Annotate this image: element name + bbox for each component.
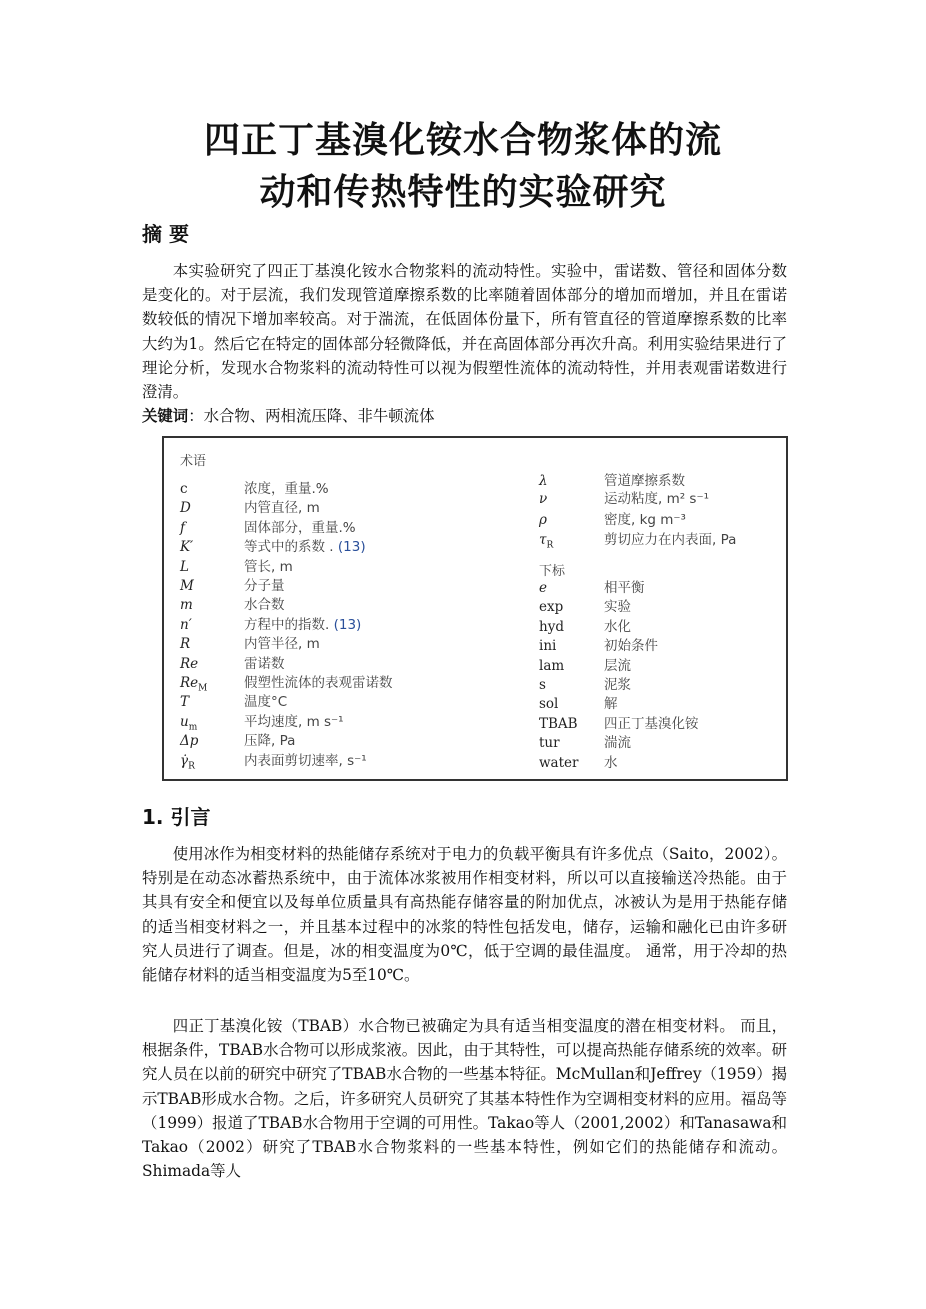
subscript-item-description: 相平衡: [604, 580, 645, 596]
subscript-item-symbol: lam: [539, 657, 565, 674]
nomenclature-right-item-symbol: $\tau_R$: [539, 532, 554, 551]
section-1-paragraph-2: 四正丁基溴化铵（TBAB）水合物已被确定为具有适当相变温度的潜在相变材料。 而且，根据条件，TBAB水合物可以形成浆液。因此，由于其特性，可以提高热能存储系统的效率。研究人员在以前的研究中研究了TBAB水合物的一些基本特征。McMullan和Jeffrey（1959）揭示TBAB形成水合物。之后，许多研究人员研究了其基本特性作为空调相变材料的应用。福岛等（1999）报道了TBAB水合物用于空调的可用性。Takao等人（2001,2002）和Tanasawa和Takao（2002）研究了TBAB水合物浆料的一些基本特性，例如它们的热能储存和流动。Shimada等人: [142, 1017, 787, 1181]
paper-title: [100, 115, 826, 219]
nomenclature-left-item-symbol: R: [180, 636, 191, 653]
nomenclature-right-item-description: 运动粘度, m² s⁻¹: [604, 491, 710, 507]
subscript-item-symbol: s: [539, 677, 546, 693]
subscripts-heading: 下标: [539, 564, 566, 579]
nomenclature-left-item-description: 平均速度, m s⁻¹: [244, 713, 344, 730]
nomenclature-left-item-description: 方程中的指数. (13): [244, 616, 362, 633]
keywords-line: [142, 404, 787, 428]
title-line-1: 四正丁基溴化铵水合物浆体的流: [203, 120, 722, 161]
subscript-item-symbol: ini: [539, 638, 557, 655]
subscript-item-symbol: hyd: [539, 618, 564, 635]
subscript-item-symbol: water: [539, 754, 579, 771]
nomenclature-left-item-symbol: m: [180, 597, 193, 614]
nomenclature-left-item-symbol: D: [180, 500, 191, 517]
subscript-item-description: 水: [604, 754, 618, 771]
section-1-paragraph-1: 使用冰作为相变材料的热能储存系统对于电力的负载平衡具有许多优点（Saito，2002）。特别是在动态冰蓄热系统中，由于流体冰浆被用作相变材料，所以可以直接输送冷热能。由于其具有安全和便宜以及每单位质量具有高热能存储容量的附加优点，冰被认为是用于热能存储的适当相变材料之一，并且基本过程中的冰浆的特性包括发电，储存，运输和融化已由许多研究人员进行了调查。但是，冰的相变温度为0℃，低于空调的最佳温度。 通常，用于冷却的热能储存材料的适当相变温度为5至10℃。: [142, 845, 787, 985]
keywords-text: 水合物、两相流压降、非牛顿流体: [203, 407, 435, 425]
nomenclature-right-item-symbol: ν: [539, 491, 548, 507]
nomenclature-left-item-description: 分子量: [244, 578, 285, 594]
nomenclature-left-item-symbol: n′: [180, 616, 192, 633]
nomenclature-left-item-symbol: M: [180, 578, 194, 594]
keywords-separator: ：: [188, 407, 204, 425]
nomenclature-right-item-description: 管道摩擦系数: [604, 473, 685, 489]
nomenclature-left-item-symbol: f: [180, 519, 185, 536]
nomenclature-left-item-symbol: $Re_M$: [180, 675, 208, 694]
nomenclature-left-item-symbol: c: [180, 481, 188, 497]
nomenclature-left-item-description: 内表面剪切速率, s⁻¹: [244, 752, 367, 769]
subscript-item-symbol: TBAB: [539, 715, 578, 732]
nomenclature-left-item-equation-ref: (13): [333, 539, 366, 556]
subscript-item-symbol: tur: [539, 735, 560, 752]
nomenclature-left-item-description: 浓度，重量.%: [244, 481, 329, 497]
subscript-item-description: 泥浆: [604, 677, 631, 693]
nomenclature-left-item-description: 雷诺数: [244, 655, 285, 672]
subscript-item-symbol: e: [539, 580, 547, 596]
nomenclature-left-item-description: 内管半径, m: [244, 636, 320, 653]
subscript-item-description: 层流: [604, 657, 631, 674]
subscript-item-description: 湍流: [604, 735, 631, 752]
nomenclature-left-item-symbol: $u_m$: [180, 713, 198, 733]
subscript-item-description: 四正丁基溴化铵: [604, 715, 699, 732]
nomenclature-right-item-description: 剪切应力在内表面, Pa: [604, 532, 737, 548]
title-line-2: 动和传热特性的实验研究: [259, 172, 667, 213]
subscript-item-description: 初始条件: [604, 638, 658, 655]
nomenclature-box: [162, 436, 788, 781]
nomenclature-left-item-description: 内管直径, m: [244, 500, 320, 517]
nomenclature-left-item-description: 等式中的系数 . (13): [244, 539, 366, 556]
nomenclature-right-item-symbol: λ: [539, 473, 548, 489]
section-1-heading: 1. 引言: [142, 805, 211, 829]
subscript-item-description: 实验: [604, 599, 631, 616]
nomenclature-left-item-description: 假塑性流体的表观雷诺数: [244, 675, 393, 691]
abstract-text: 本实验研究了四正丁基溴化铵水合物浆料的流动特性。实验中，雷诺数、管径和固体分数是变化的。对于层流，我们发现管道摩擦系数的比率随着固体部分的增加而增加，并且在雷诺数较低的情况下增加率较高。对于湍流，在低固体份量下，所有管直径的管道摩擦系数的比率大约为1。然后它在特定的固体部分轻微降低，并在高固体部分再次升高。利用实验结果进行了理论分析，发现水合物浆料的流动特性可以视为假塑性流体的流动特性，并用表观雷诺数进行澄清。: [142, 262, 787, 402]
nomenclature-left-item-description: 水合数: [244, 597, 285, 614]
nomenclature-left-item-symbol: Re: [180, 655, 199, 672]
nomenclature-left-item-symbol: Δp: [180, 733, 199, 750]
keywords-label: 关键词: [142, 407, 189, 425]
subscript-item-symbol: sol: [539, 696, 559, 713]
nomenclature-left-item-symbol: $\gammȧ_R$: [180, 752, 195, 772]
abstract-heading: 摘 要: [142, 222, 189, 246]
nomenclature-left-item-symbol: K′: [180, 539, 194, 556]
nomenclature-right-item-symbol: ρ: [539, 512, 547, 528]
nomenclature-left-item-equation-ref: (13): [329, 616, 362, 633]
nomenclature-title: 术语: [180, 454, 207, 469]
subscript-item-description: 水化: [604, 618, 631, 635]
nomenclature-right-item-description: 密度, kg m⁻³: [604, 512, 686, 528]
subscript-item-description: 解: [604, 696, 618, 713]
nomenclature-left-item-symbol: L: [180, 558, 189, 575]
nomenclature-left-item-description: 压降, Pa: [244, 733, 296, 750]
subscript-item-symbol: exp: [539, 599, 564, 616]
nomenclature-left-item-description: 温度°C: [244, 694, 288, 711]
nomenclature-left-item-description: 管长, m: [244, 558, 293, 575]
nomenclature-left-item-description: 固体部分，重量.%: [244, 519, 356, 536]
nomenclature-left-item-symbol: T: [180, 694, 190, 711]
